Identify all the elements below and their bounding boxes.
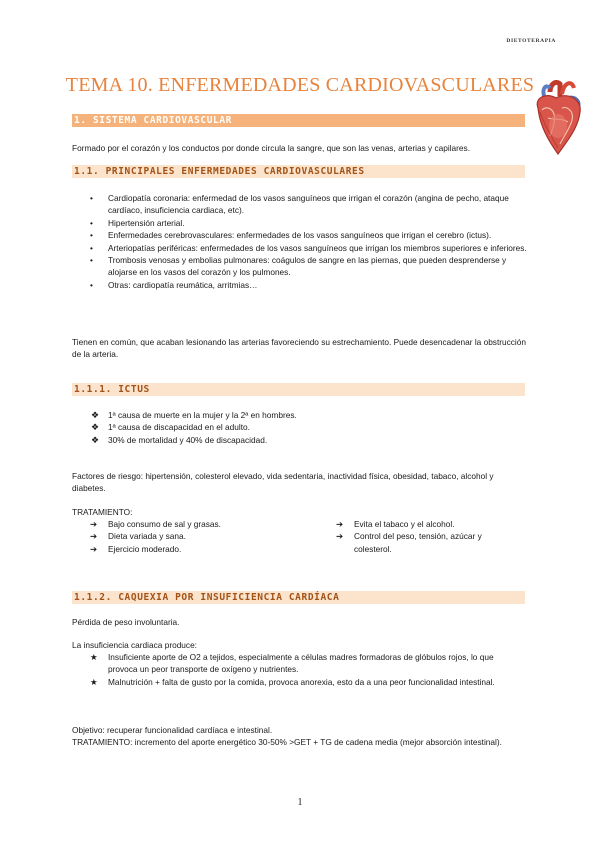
list-item: • Hipertensión arterial. (90, 217, 185, 228)
list-item: ➔ Evita el tabaco y el alcohol. (336, 519, 455, 529)
list-item: ❖ 1ª causa de discapacidad en el adulto. (91, 422, 250, 433)
caquexia-definition: Pérdida de peso involuntaria. (72, 617, 180, 627)
page-number: 1 (297, 797, 303, 808)
bullet-icon: • (90, 230, 93, 241)
star-bullet-icon: ★ (90, 676, 98, 687)
list-item: • Trombosis venosas y embolias pulmonares: coágulos de sangre en las piernas, que pueden desprenderse y alojarse en los vasos del corazón y los pulmones. (90, 255, 507, 278)
arrow-bullet-icon: ➔ (336, 519, 343, 529)
list-item: ➔ Control del peso, tensión, azúcar y colesterol. (336, 531, 482, 554)
treatment-label: TRATAMIENTO: (72, 507, 133, 517)
list-item: ❖ 1ª causa de muerte en la mujer y la 2ª en hombres. (91, 410, 297, 420)
list-item: ❖ 30% de mortalidad y 40% de discapacidad. (91, 434, 268, 445)
arrow-bullet-icon: ➔ (90, 531, 97, 542)
list-item: ➔ Bajo consumo de sal y grasas. (90, 519, 221, 529)
caquexia-treatment: TRATAMIENTO: incremento del aporte energético 30-50% >GET + TG de cadena media (mejor absorción intestinal). (72, 737, 502, 747)
bullet-icon: • (90, 193, 93, 203)
bullet-icon: • (90, 255, 93, 266)
ictus-facts-list (91, 409, 528, 446)
objective: Objetivo: recuperar funcionalidad cardíaca e intestinal. (72, 725, 273, 735)
diamond-bullet-icon: ❖ (91, 422, 100, 433)
list-item: ➔ Dieta variada y sana. (90, 531, 186, 542)
header-tag: DIETOTERAPIA (506, 38, 556, 44)
page-title: TEMA 10. ENFERMEDADES CARDIOVASCULARES (65, 74, 535, 96)
list-item: ★ Insuficiente aporte de O2 a tejidos, especialmente a células madres formadoras de glóbulos rojos, lo que provoca un peor transporte de oxígeno y nutrientes. (90, 652, 494, 675)
arrow-bullet-icon: ➔ (90, 543, 97, 554)
arrow-bullet-icon: ➔ (336, 531, 343, 542)
list-item: • Cardiopatía coronaria: enfermedad de los vasos sanguíneos que irrigan el corazón (angina de pecho, ataque cardíaco, insuficiencia cardiaca, etc). (90, 193, 509, 216)
risk-factors: Factores de riesgo: hipertensión, colesterol elevado, vida sedentaria, inactividad física, obesidad, tabaco, alcohol y diabetes. (72, 471, 494, 494)
bullet-icon: • (90, 279, 93, 290)
section-heading-caquexia: 1.1.2. CAQUEXIA POR INSUFICIENCIA CARDÍACA (72, 591, 525, 604)
heart-illustration-icon (528, 78, 588, 158)
section-intro: Formado por el corazón y los conductos por donde circula la sangre, que son las venas, arterias y capilares. (72, 143, 470, 153)
list-item: ➔ Ejercicio moderado. (90, 543, 182, 554)
diamond-bullet-icon: ❖ (91, 434, 100, 445)
diamond-bullet-icon: ❖ (91, 410, 100, 420)
arrow-bullet-icon: ➔ (90, 519, 97, 529)
list-item: ★ Malnutrición + falta de gusto por la comida, provoca anorexia, esto da a una peor funcionalidad intestinal. (90, 676, 495, 687)
list-item: • Arteriopatías periféricas: enfermedades de los vasos sanguíneos que irrigan los miembros superiores e inferiores. (90, 242, 527, 253)
section-heading-principales-enfermedades: 1.1. PRINCIPALES ENFERMEDADES CARDIOVASCULARES (72, 165, 525, 178)
list-item: • Enfermedades cerebrovasculares: enfermedades de los vasos sanguíneos que irrigan el cerebro (ictus). (90, 230, 492, 241)
section-heading-ictus: 1.1.1. ICTUS (72, 383, 525, 396)
list-item: • Otras: cardiopatía reumática, arritmias… (90, 279, 258, 290)
produce-label: La insuficiencia cardiaca produce: (72, 640, 197, 650)
treatment-left-list (90, 518, 308, 555)
section-heading-sistema-cardiovascular: 1. SISTEMA CARDIOVASCULAR (72, 114, 525, 127)
bullet-icon: • (90, 217, 93, 228)
effects-list (90, 651, 523, 688)
diseases-list (90, 192, 528, 291)
treatment-right-list (336, 518, 514, 555)
diseases-summary: Tienen en común, que acaban lesionando las arterias favoreciendo su estrechamiento. Puede desencadenar la obstrucción de la arteria. (72, 337, 527, 360)
bullet-icon: • (90, 242, 93, 253)
star-bullet-icon: ★ (90, 652, 98, 662)
